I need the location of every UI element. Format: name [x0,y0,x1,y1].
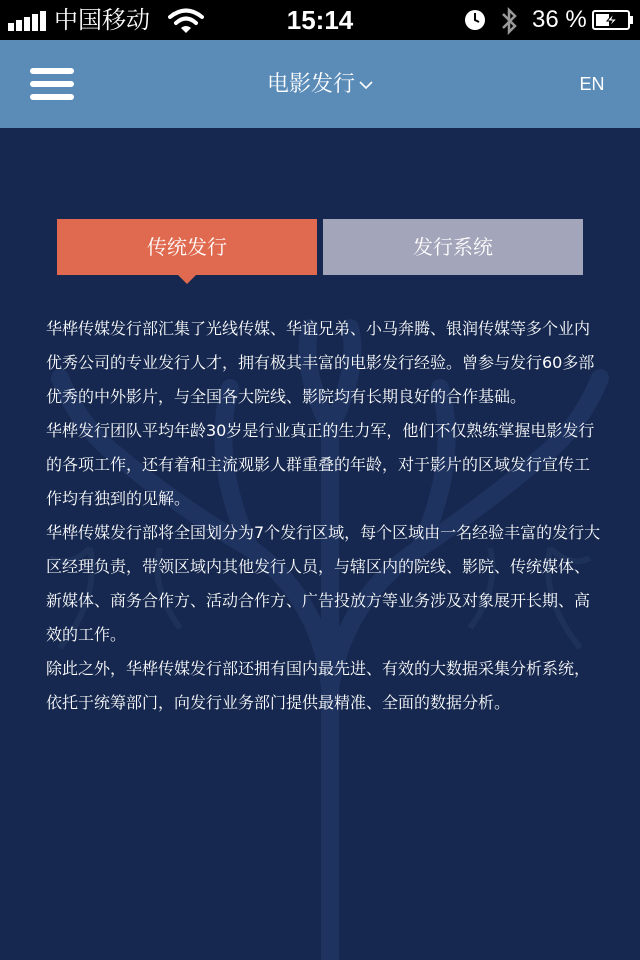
paragraph: 华桦传媒发行部将全国划分为7个发行区域，每个区域由一名经验丰富的发行大区经理负责，带领区域内其他发行人员，与辖区内的院线、影院、传统媒体、新媒体、商务合作方、活动合作方、广告投放方等业务涉及对象展开长期、高效的工作。 [46,523,601,644]
status-time: 15:14 [286,5,354,35]
battery-charging-icon [592,10,634,30]
active-tab-indicator [178,275,196,284]
paragraph: 华桦发行团队平均年龄30岁是行业真正的生力军，他们不仅熟练掌握电影发行的各项工作，还有着和主流观影人群重叠的年龄，对于影片的区域发行宣传工作均有独到的见解。 [46,421,595,508]
paragraph: 除此之外，华桦传媒发行部还拥有国内最先进、有效的大数据采集分析系统，依托于统筹部门，向发行业务部门提供最精准、全面的数据分析。 [46,659,591,712]
header-bar [0,40,640,128]
language-switch-en[interactable]: EN [579,74,605,94]
status-bar [0,0,640,40]
bluetooth-icon [498,6,520,36]
tab-traditional-distribution[interactable]: 传统发行 [57,219,317,275]
chevron-down-icon [359,81,373,90]
paragraph: 华桦传媒发行部汇集了光线传媒、华谊兄弟、小马奔腾、银润传媒等多个业内优秀公司的专业发行人才，拥有极其丰富的电影发行经验。曾参与发行60多部优秀的中外影片，与全国各大院线、影院均有长期良好的合作基础。 [46,319,595,406]
alarm-clock-icon [464,9,486,31]
article-content [46,312,604,720]
header-title-dropdown[interactable] [250,68,390,102]
battery-percentage: 36 % [532,6,587,33]
carrier-name: 中国移动 [54,6,150,34]
header-title: 电影发行 [266,72,355,97]
tab-distribution-system[interactable]: 发行系统 [323,219,583,275]
menu-button[interactable] [30,66,76,102]
